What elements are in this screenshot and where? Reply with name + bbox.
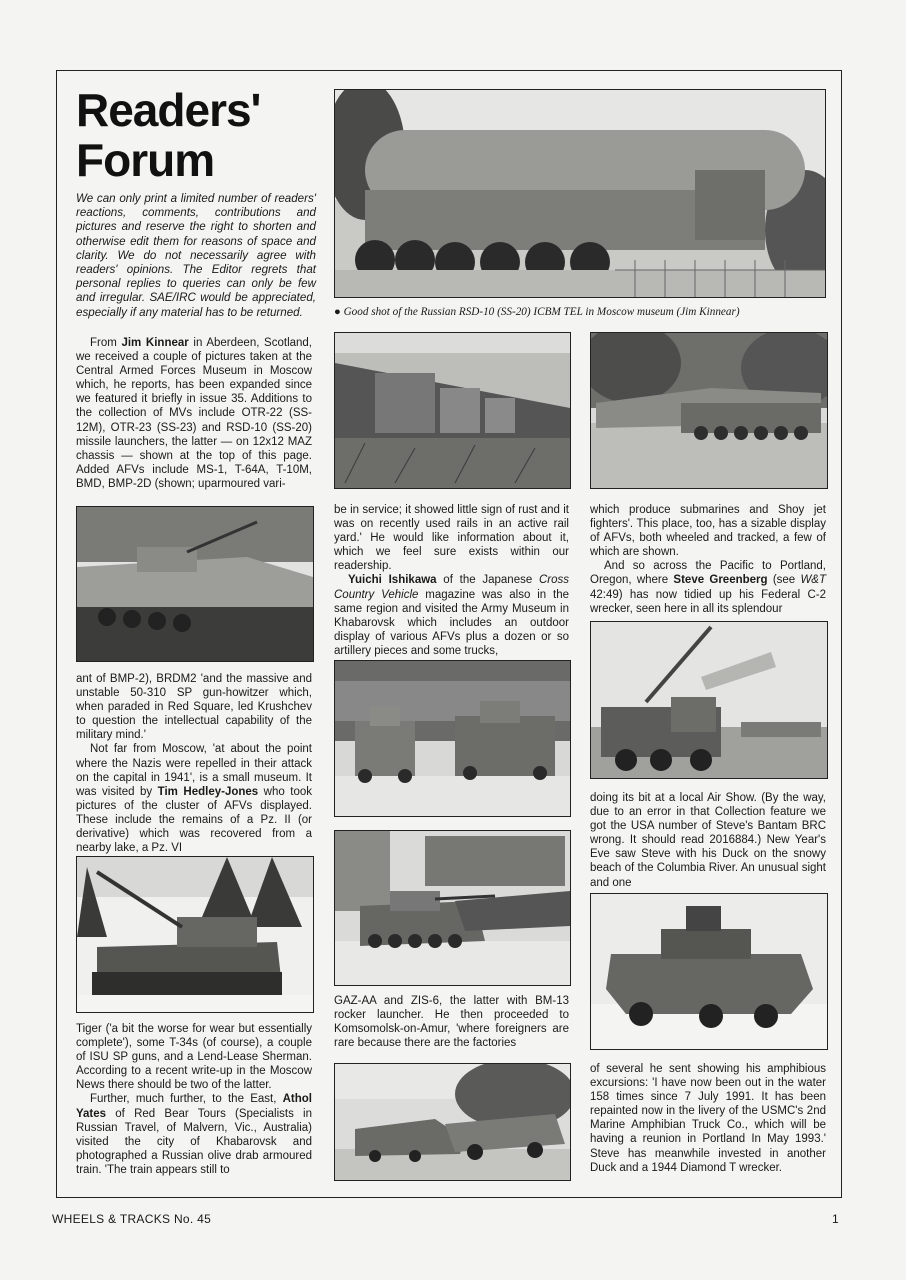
paragraph-gaz-aa: GAZ-AA and ZIS-6, the latter with BM-13 rocker launcher. He then proceeded to Komsomolsk-on-Amur, 'where foreigners are rare because there are the factories <box>334 995 569 1050</box>
photo-armoured-train <box>334 332 571 489</box>
editorial-intro: We can only print a limited number of readers' reactions, comments, contributions and pictures and reserve the right to shorten and otherwise edit them for reasons of space and clarity. We do not necessarily agree with readers' opinions. The Editor regrets that personal replies to queries can only be few and irregular. SAE/IRC would be appreciated, especially if any material has to be returned. <box>76 192 316 319</box>
photo-caption: ● Good shot of the Russian RSD-10 (SS-20) ICBM TEL in Moscow museum (Jim Kinnear) <box>334 306 740 318</box>
paragraph-air-show: doing its bit at a local Air Show. (By the way, due to an error in that Collection feature we got the USA number of Steve's Bantam BRC wrong. It should read 2016884.) New Year's Eve saw Steve with his Duck on the snowy beach of the Columbia River. An unusual sight and one <box>590 792 826 889</box>
column2-text-block2 <box>334 994 569 1050</box>
column3-text-block2 <box>590 791 826 890</box>
publication-footer: WHEELS & TRACKS No. 45 <box>52 1212 212 1226</box>
bullet-icon: ● <box>334 306 341 318</box>
photo-duck-amphibian <box>590 893 828 1050</box>
photo-light-tanks-display <box>334 660 571 817</box>
paragraph-athol-yates: Further, much further, to the East, Athol Yates of Red Bear Tours (Specialists in Russian Travel, of Malvern, Vic., Australia) visited the city of Khabarovsk and photographed a Russian olive drab armoured train. 'The train appears still to <box>76 1093 312 1176</box>
photo-brdm-display <box>334 1063 571 1181</box>
photo-tiger-tank-snow <box>76 856 314 1013</box>
column1-text-block3 <box>76 1022 312 1177</box>
photo-t34-display <box>334 830 571 986</box>
photo-rsd10-missile-launcher <box>334 89 826 298</box>
paragraph-train-cont: be in service; it showed little sign of rust and it was on recently used rails in an active rail yard.' He would like information about it, which we feel sure exists within our readership. <box>334 504 569 573</box>
paragraph-hedley-jones: Not far from Moscow, 'at about the point where the Nazis were repelled in their attack on the capital in 1941', is a small museum. It was visited by Tim Hedley-Jones who took pictures of the cluster of AFVs displayed. These include the remains of a Pz. II (or derivative) which was recovered from a nearby lake, a Pz. VI <box>76 743 312 855</box>
photo-federal-c2-wrecker <box>590 621 828 779</box>
paragraph-greenberg: And so across the Pacific to Portland, Oregon, where Steve Greenberg (see W&T 42:49) has now tidied up his Federal C-2 wrecker, seen here in all its splendour <box>590 560 827 615</box>
column1-text-block1 <box>76 336 312 491</box>
column2-text-block1 <box>334 503 569 658</box>
paragraph-bmp2-cont: ant of BMP-2), BRDM2 'and the massive and unstable 50-310 SP gun-howitzer which, when paraded in Red Square, led Krushchev to question the intellectual capability of the military mind.' <box>76 673 312 742</box>
paragraph-submarines-cont: which produce submarines and Shoy jet fighters'. This place, too, has a sizable display of AFVs, both wheeled and tracked, a few of which are shown. <box>590 504 826 559</box>
page-title: Readers' Forum <box>76 84 261 186</box>
paragraph-ishikawa: Yuichi Ishikawa of the Japanese Cross Country Vehicle magazine was also in the same region and visited the Army Museum in Khabarovsk which includes an outdoor display of various AFVs plus a dozen or so artillery pieces and some trucks, <box>334 574 570 657</box>
paragraph-amphibious: of several he sent showing his amphibious excursions: 'I have now been out in the water 158 times since 7 July 1991. It has been repainted now in the livery of the USMC's 2nd Marine Amphibian Truck Co., which will be having a reunion in Portland In May 1993.' Steve has meanwhile invested in another Duck and a 1944 Diamond T wrecker. <box>590 1063 826 1174</box>
column3-text-block3 <box>590 1062 826 1175</box>
column3-text-block1 <box>590 503 826 616</box>
column1-text-block2 <box>76 672 312 855</box>
photo-tracked-afv-khabarovsk <box>590 332 828 489</box>
page-number: 1 <box>832 1212 839 1226</box>
paragraph-kinnear: From Jim Kinnear in Aberdeen, Scotland, we received a couple of pictures taken at the Central Armed Forces Museum in Moscow which, he reports, has been expanded since we featured it briefly in issue 35. Additions to the collection of MVs include OTR-22 (SS-12M), OTR-23 (SS-23) and RSD-10 (SS-20) missile launchers, the latter — on 12x12 MAZ chassis — shown at the top of this page. Added AFVs include MS-1, T-64A, T-10M, BMD, BMP-2D (shown; uparmoured vari- <box>76 337 313 490</box>
photo-bmp-2d <box>76 506 314 662</box>
paragraph-tiger-cont: Tiger ('a bit the worse for wear but essentially complete'), some T-34s (of course), a couple of ISU SP guns, and a Lend-Lease Sherman. According to a recent write-up in the Moscow News there should be two of the latter. <box>76 1023 312 1092</box>
